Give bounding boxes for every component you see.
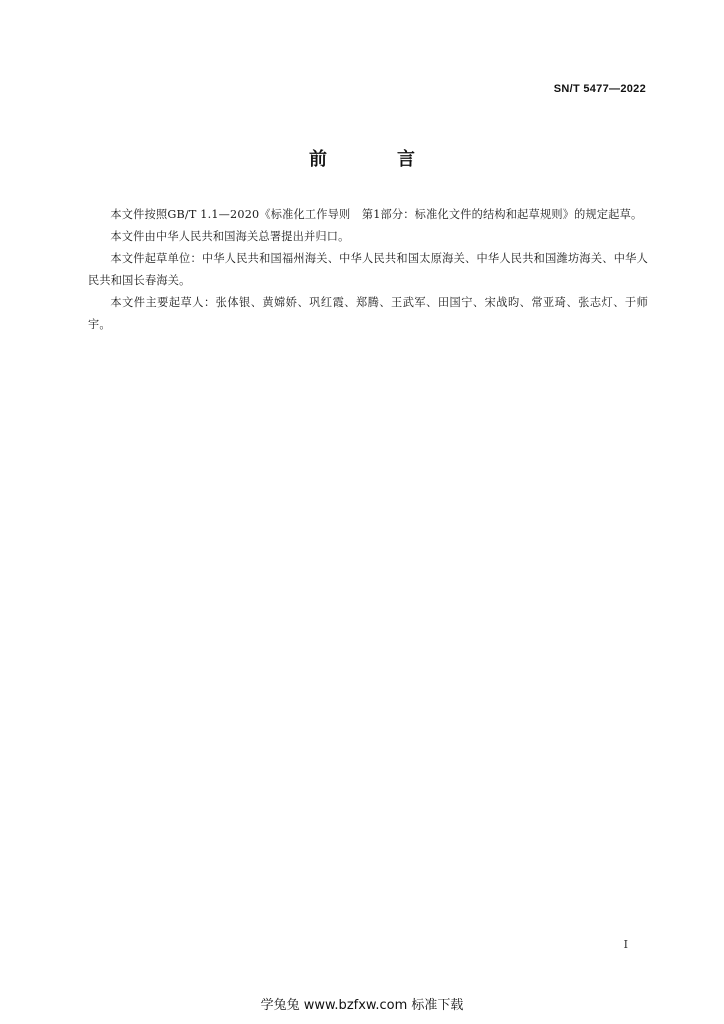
paragraph-proposer: 本文件由中华人民共和国海关总署提出并归口。 [110,230,350,243]
page-number: I [623,938,628,951]
paragraph-drafters: 本文件主要起草人：张体银、黄嫦娇、巩红霞、郑腾、王武军、田国宁、宋战昀、常亚琦、张志灯、于师宇。 [88,296,648,331]
watermark-text: 学兔兔 www.bzfxw.com 标准下载 [260,998,464,1013]
document-body [88,204,648,336]
standard-code: SN/T 5477—2022 [553,83,646,95]
paragraph-drafting-units: 本文件起草单位：中华人民共和国福州海关、中华人民共和国太原海关、中华人民共和国潍坊海关、中华人民共和国长春海关。 [88,252,648,287]
paragraph-drafting-rules: 本文件按照GB/T 1.1—2020《标准化工作导则 第1部分：标准化文件的结构和起草规则》的规定起草。 [110,208,643,221]
page-title: 前 言 [309,149,441,170]
